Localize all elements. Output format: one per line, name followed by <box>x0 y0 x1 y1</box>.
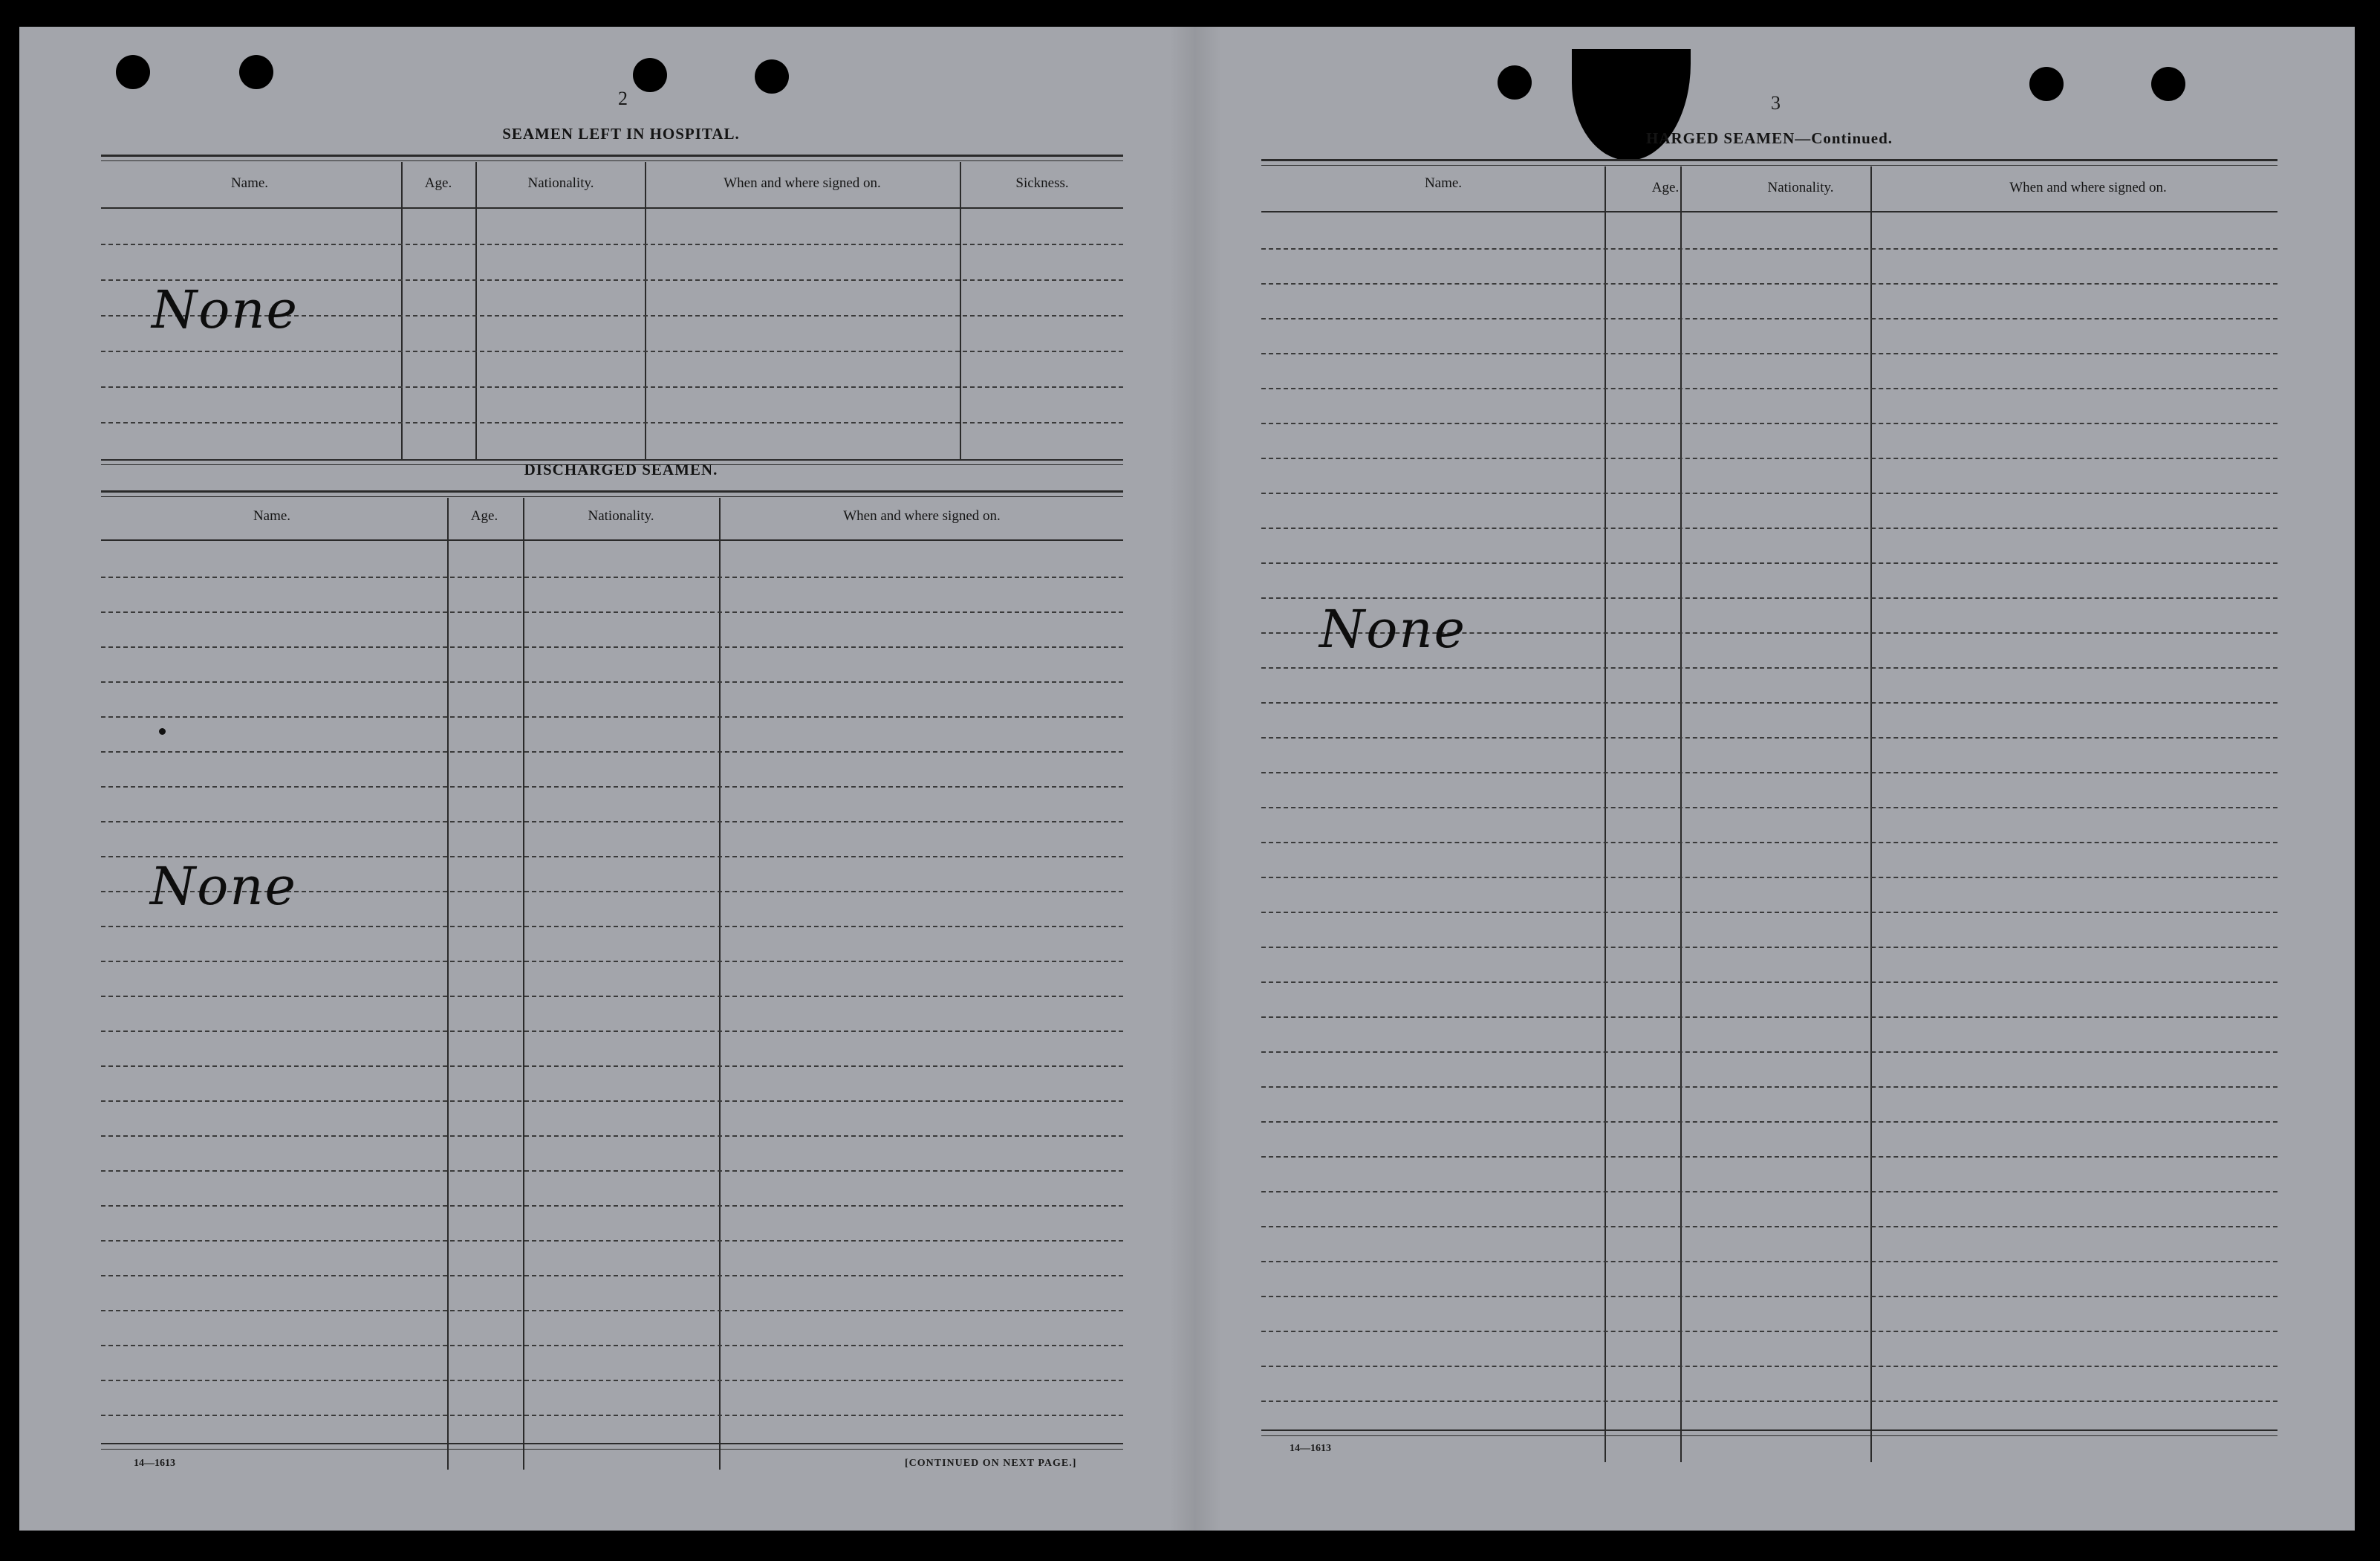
ruled-line <box>1261 1366 2277 1367</box>
ruled-line <box>1261 283 2277 285</box>
ruled-line <box>101 821 1123 822</box>
hospital-header-nationality: Nationality. <box>527 175 594 191</box>
ruled-line <box>101 716 1123 718</box>
right-header-signed-on: When and where signed on. <box>2009 180 2167 195</box>
ruled-line <box>1261 423 2277 424</box>
punch-hole <box>633 58 667 92</box>
discharged-header-nationality: Nationality. <box>588 508 654 524</box>
hospital-header-signed-on: When and where signed on. <box>724 175 881 191</box>
ruled-line <box>1261 737 2277 739</box>
hospital-header-name: Name. <box>230 175 269 191</box>
ruled-line <box>1261 1191 2277 1192</box>
ruled-line <box>1261 912 2277 913</box>
right-header-nationality: Nationality. <box>1767 180 1834 195</box>
ruled-line <box>101 1100 1123 1102</box>
ruled-line <box>101 386 1123 388</box>
ruled-line <box>101 1031 1123 1032</box>
ruled-line <box>101 1345 1123 1346</box>
hospital-entry-handwriting: None <box>152 279 299 340</box>
discharged-header-age: Age. <box>470 508 498 524</box>
ruled-line <box>101 1310 1123 1311</box>
ruled-line <box>101 244 1123 245</box>
discharged-header-name: Name. <box>253 508 291 524</box>
ruled-line <box>1261 528 2277 529</box>
ruled-line <box>1261 702 2277 704</box>
ruled-line <box>1261 1331 2277 1332</box>
page-number-left: 2 <box>618 88 628 109</box>
hospital-section-title: SEAMEN LEFT IN HOSPITAL. <box>502 125 740 143</box>
ruled-line <box>101 996 1123 997</box>
ruled-line <box>101 351 1123 352</box>
ruled-line <box>1261 458 2277 459</box>
ruled-line <box>1261 1226 2277 1227</box>
ruled-line <box>1261 1016 2277 1018</box>
ruled-line <box>1261 807 2277 808</box>
hospital-header-sickness: Sickness. <box>1015 175 1069 191</box>
punch-hole <box>239 55 273 89</box>
ruled-line <box>1261 562 2277 564</box>
ruled-line <box>1261 493 2277 494</box>
ruled-line <box>101 681 1123 683</box>
ruled-line <box>1261 353 2277 354</box>
punch-hole <box>2029 67 2064 101</box>
ruled-line <box>1261 388 2277 389</box>
ruled-line <box>101 1135 1123 1137</box>
ruled-line <box>101 1380 1123 1381</box>
ruled-line <box>101 1415 1123 1416</box>
ruled-line <box>1261 981 2277 983</box>
right-entry-handwriting: None <box>1319 599 1466 660</box>
hospital-top-rule <box>101 155 1123 157</box>
ruled-line <box>1261 248 2277 250</box>
form-number-right: 14—1613 <box>1290 1443 1331 1454</box>
ruled-line <box>101 577 1123 578</box>
ruled-line <box>101 1240 1123 1242</box>
continued-section-title: HARGED SEAMEN—Continued. <box>1646 129 1893 147</box>
ruled-line <box>101 751 1123 753</box>
ruled-line <box>101 786 1123 788</box>
ruled-line <box>1261 842 2277 843</box>
ruled-line <box>1261 772 2277 773</box>
ruled-line <box>101 961 1123 962</box>
punch-hole <box>755 59 789 94</box>
ruled-line <box>1261 1261 2277 1262</box>
punch-hole <box>2151 67 2185 101</box>
ruled-line <box>101 611 1123 613</box>
discharged-entry-handwriting: None <box>150 856 297 917</box>
ruled-line <box>1261 1296 2277 1297</box>
ruled-line <box>101 1065 1123 1067</box>
ink-speck <box>159 728 166 735</box>
right-header-age: Age. <box>1651 180 1680 195</box>
ruled-line <box>1261 318 2277 319</box>
punch-hole <box>1498 65 1532 100</box>
right-header-name: Name. <box>1424 175 1463 191</box>
ruled-line <box>1261 1401 2277 1402</box>
ruled-line <box>1261 947 2277 948</box>
ruled-line <box>1261 1121 2277 1123</box>
ruled-line <box>101 646 1123 648</box>
ruled-line <box>1261 1051 2277 1053</box>
ruled-line <box>101 422 1123 423</box>
form-number-left: 14—1613 <box>134 1458 175 1469</box>
ruled-line <box>101 1275 1123 1276</box>
ruled-line <box>1261 1086 2277 1088</box>
ruled-line <box>1261 1156 2277 1158</box>
ruled-line <box>101 1170 1123 1172</box>
ruled-line <box>1261 877 2277 878</box>
ruled-line <box>1261 667 2277 669</box>
ruled-line <box>101 1205 1123 1207</box>
discharged-section-title: DISCHARGED SEAMEN. <box>524 461 718 478</box>
page-number-right: 3 <box>1771 92 1781 114</box>
punch-hole <box>116 55 150 89</box>
discharged-header-signed-on: When and where signed on. <box>843 508 1001 524</box>
ruled-line <box>101 926 1123 927</box>
ledger-sheet <box>19 27 2355 1531</box>
continued-note: [CONTINUED ON NEXT PAGE.] <box>905 1458 1077 1469</box>
hospital-header-age: Age. <box>424 175 452 191</box>
